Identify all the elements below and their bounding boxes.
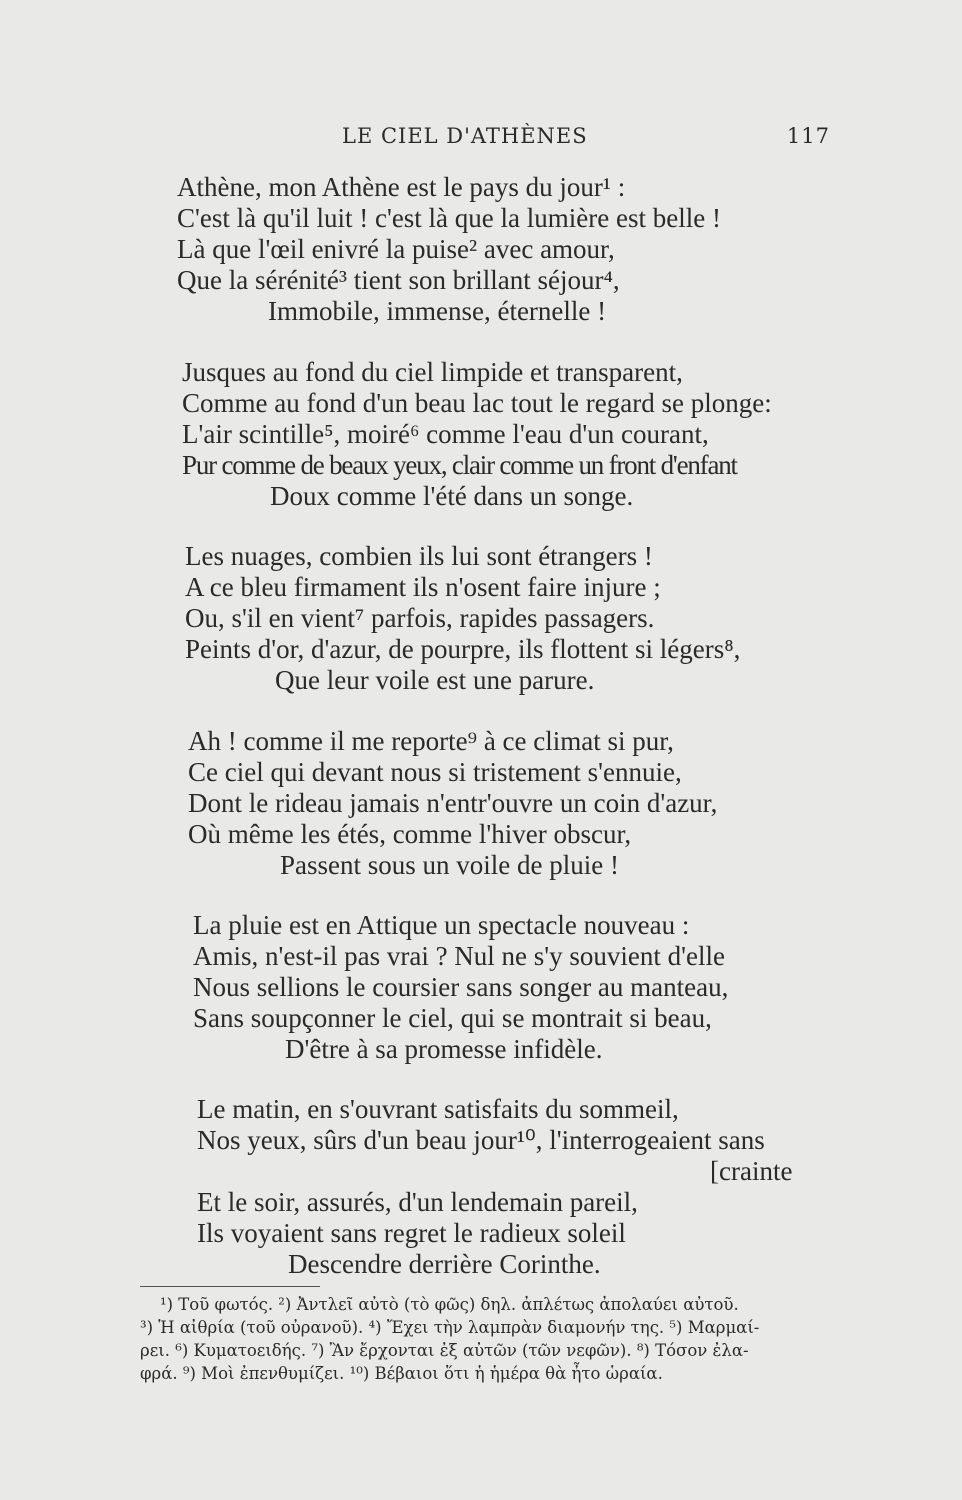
verse-line: Amis, n'est-il pas vrai ? Nul ne s'y souvient d'elle — [193, 941, 725, 971]
verse-line: Les nuages, combien ils lui sont étrangers ! — [185, 541, 653, 571]
verse-line: Doux comme l'été dans un songe. — [270, 481, 634, 511]
verse-line: D'être à sa promesse infidèle. — [285, 1034, 603, 1064]
running-title: LE CIEL D'ATHÈNES — [342, 124, 588, 148]
footnote-line: φρά. ⁹) Μοὶ ἐπενθυμίζει. ¹⁰) Βέβαιοι ὅτι ἡ ἡμέρα θὰ ἦτο ὡραία. — [140, 1364, 663, 1383]
verse-line: Là que l'œil enivré la puise² avec amour, — [177, 234, 615, 264]
footnote-line: ρει. ⁶) Κυματοειδής. ⁷) Ἂν ἔρχονται ἐξ αὐτῶν (τῶν νεφῶν). ⁸) Τόσον ἐλα- — [140, 1341, 749, 1360]
verse-line: C'est là qu'il luit ! c'est là que la lumière est belle ! — [177, 203, 721, 233]
verse-line: Que la sérénité³ tient son brillant séjour⁴, — [177, 265, 620, 295]
footnote-divider — [140, 1286, 320, 1287]
verse-line: Nous sellions le coursier sans songer au manteau, — [193, 972, 729, 1002]
verse-line: La pluie est en Attique un spectacle nouveau : — [193, 910, 690, 940]
verse-line: Le matin, en s'ouvrant satisfaits du sommeil, — [197, 1094, 679, 1124]
verse-line: Ou, s'il en vient⁷ parfois, rapides passagers. — [185, 603, 655, 633]
verse-line: Dont le rideau jamais n'entr'ouvre un coin d'azur, — [188, 788, 718, 818]
verse-line: Passent sous un voile de pluie ! — [280, 850, 619, 880]
verse-line: A ce bleu firmament ils n'osent faire injure ; — [185, 572, 661, 602]
verse-line: Ah ! comme il me reporte⁹ à ce climat si pur, — [188, 726, 674, 756]
verse-line: Jusques au fond du ciel limpide et transparent, — [182, 357, 683, 387]
verse-line: Athène, mon Athène est le pays du jour¹ : — [177, 172, 626, 202]
verse-line: Ils voyaient sans regret le radieux soleil — [197, 1218, 626, 1248]
verse-line: Où même les étés, comme l'hiver obscur, — [188, 819, 632, 849]
verse-line: Sans soupçonner le ciel, qui se montrait si beau, — [193, 1003, 712, 1033]
verse-line: Peints d'or, d'azur, de pourpre, ils flottent si légers⁸, — [185, 634, 741, 664]
verse-line: Que leur voile est une parure. — [275, 665, 595, 695]
page-number: 117 — [786, 124, 830, 148]
verse-line: Ce ciel qui devant nous si tristement s'ennuie, — [188, 757, 682, 787]
verse-line: Pur comme de beaux yeux, clair comme un front d'enfant — [182, 450, 737, 480]
verse-line: L'air scintille⁵, moiré⁶ comme l'eau d'un courant, — [182, 419, 709, 449]
verse-line: Et le soir, assurés, d'un lendemain pareil, — [197, 1187, 638, 1217]
page-header — [150, 124, 830, 154]
verse-line: Immobile, immense, éternelle ! — [268, 296, 607, 326]
footnote-line: ¹) Τοῦ φωτός. ²) Ἀντλεῖ αὐτὸ (τὸ φῶς) δηλ. ἀπλέτως ἀπολαύει αὐτοῦ. — [160, 1295, 739, 1314]
verse-line: Comme au fond d'un beau lac tout le regard se plonge: — [182, 388, 772, 418]
verse-line-continuation: [crainte — [710, 1156, 793, 1186]
verse-line: Descendre derrière Corinthe. — [288, 1249, 601, 1279]
verse-line: Nos yeux, sûrs d'un beau jour¹⁰, l'interrogeaient sans — [197, 1125, 765, 1155]
footnote-line: ³) Ἡ αἰθρία (τοῦ οὐρανοῦ). ⁴) Ἔχει τὴν λαμπρὰν διαμονήν της. ⁵) Μαρμαί- — [140, 1318, 760, 1337]
